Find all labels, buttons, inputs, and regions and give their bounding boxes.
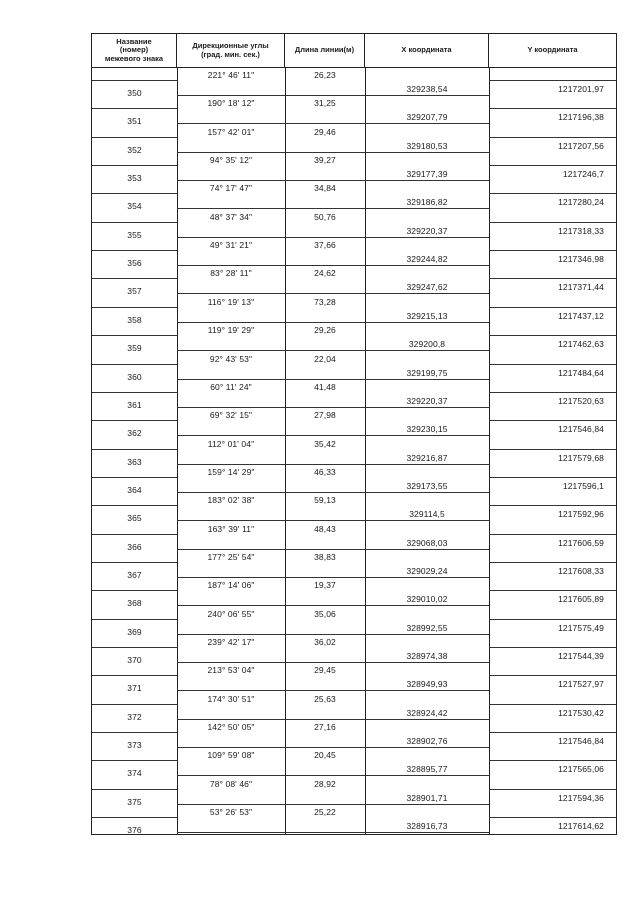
point-row bbox=[92, 368, 616, 398]
header-direction-angles-line1: Дирекционные углы bbox=[192, 40, 269, 50]
y-coordinate: 1217201,97 bbox=[558, 84, 604, 94]
y-coordinate: 1217546,84 bbox=[558, 424, 604, 435]
y-coordinate: 1217527,97 bbox=[558, 679, 604, 690]
row-rule bbox=[177, 634, 365, 635]
point-row bbox=[92, 566, 616, 596]
point-name: 369 bbox=[127, 626, 142, 637]
row-rule bbox=[365, 322, 489, 323]
direction-angle: 213° 53' 04" bbox=[207, 665, 255, 676]
x-coordinate: 328902,76 bbox=[406, 736, 448, 747]
point-row bbox=[92, 708, 616, 738]
row-rule bbox=[365, 350, 489, 351]
y-coordinate: 1217318,33 bbox=[558, 225, 604, 236]
row-rule bbox=[177, 832, 365, 833]
x-coordinate: 329238,54 bbox=[406, 84, 448, 94]
point-name: 364 bbox=[127, 484, 142, 495]
y-coordinate: 1217608,33 bbox=[558, 565, 604, 576]
direction-angle: 53° 26' 53" bbox=[209, 807, 253, 818]
row-rule bbox=[177, 322, 365, 323]
line-length: 35,42 bbox=[314, 438, 336, 449]
line-length: 37,66 bbox=[314, 240, 336, 251]
row-rule bbox=[489, 80, 616, 81]
y-coordinate: 1217346,98 bbox=[558, 254, 604, 265]
y-coordinate: 1217592,96 bbox=[558, 509, 604, 520]
x-coordinate: 328924,42 bbox=[406, 707, 448, 718]
point-name: 375 bbox=[127, 796, 142, 807]
direction-angle: 112° 01' 04" bbox=[207, 438, 255, 449]
point-name: 374 bbox=[127, 768, 142, 779]
row-rule bbox=[365, 747, 489, 748]
direction-angle: 183° 02' 38" bbox=[207, 495, 255, 506]
row-rule bbox=[177, 379, 365, 380]
direction-angle: 94° 35' 12" bbox=[209, 155, 253, 166]
row-rule bbox=[365, 407, 489, 408]
row-rule bbox=[177, 577, 365, 578]
row-rule bbox=[177, 605, 365, 606]
x-coordinate: 329220,37 bbox=[406, 225, 448, 236]
x-coordinate: 329247,62 bbox=[406, 282, 448, 293]
header-x-coordinate bbox=[365, 34, 489, 67]
point-row bbox=[92, 736, 616, 766]
point-row bbox=[92, 169, 616, 199]
row-rule bbox=[177, 407, 365, 408]
row-rule bbox=[365, 634, 489, 635]
row-rule bbox=[177, 719, 365, 720]
direction-angle: 92° 43' 53" bbox=[209, 353, 253, 364]
direction-angle: 119° 19' 29" bbox=[207, 325, 255, 336]
point-name: 368 bbox=[127, 598, 142, 609]
row-rule bbox=[177, 747, 365, 748]
x-coordinate: 329068,03 bbox=[406, 537, 448, 548]
direction-angle: 74° 17' 47" bbox=[209, 183, 253, 194]
point-row bbox=[92, 453, 616, 483]
point-name: 376 bbox=[127, 825, 142, 836]
row-rule bbox=[365, 605, 489, 606]
point-row bbox=[92, 311, 616, 341]
direction-angle: 174° 30' 51" bbox=[207, 693, 255, 704]
line-length: 29,26 bbox=[314, 325, 336, 336]
x-coordinate: 328992,55 bbox=[406, 622, 448, 633]
point-row bbox=[92, 651, 616, 681]
line-length: 31,25 bbox=[314, 98, 336, 109]
header-direction-angles bbox=[177, 34, 285, 67]
point-name: 360 bbox=[127, 371, 142, 382]
row-rule bbox=[365, 832, 489, 833]
direction-angle: 109° 59' 08" bbox=[207, 750, 255, 761]
line-length: 20,45 bbox=[314, 750, 336, 761]
row-rule bbox=[177, 464, 365, 465]
table-body bbox=[92, 68, 616, 834]
line-length: 46,33 bbox=[314, 466, 336, 477]
header-y-coordinate bbox=[489, 34, 616, 67]
row-rule bbox=[365, 719, 489, 720]
row-rule bbox=[365, 265, 489, 266]
x-coordinate: 329173,55 bbox=[406, 480, 448, 491]
direction-angle: 190° 18' 12" bbox=[207, 98, 255, 109]
line-length: 48,43 bbox=[314, 523, 336, 534]
line-length: 29,45 bbox=[314, 665, 336, 676]
direction-angle: 187° 14' 06" bbox=[207, 580, 255, 591]
row-rule bbox=[365, 492, 489, 493]
line-length: 73,28 bbox=[314, 296, 336, 307]
row-rule bbox=[177, 123, 365, 124]
point-name: 354 bbox=[127, 201, 142, 212]
point-name: 353 bbox=[127, 173, 142, 184]
point-name: 370 bbox=[127, 655, 142, 665]
line-length: 22,04 bbox=[314, 353, 336, 364]
y-coordinate: 1217579,68 bbox=[558, 452, 604, 463]
header-point-name bbox=[92, 34, 177, 67]
point-name: 359 bbox=[127, 343, 142, 354]
line-length: 36,02 bbox=[314, 637, 336, 647]
direction-angle: 159° 14' 29" bbox=[207, 466, 255, 477]
row-rule bbox=[365, 293, 489, 294]
y-coordinate: 1217520,63 bbox=[558, 395, 604, 406]
row-rule bbox=[365, 152, 489, 153]
coordinates-table bbox=[91, 33, 617, 835]
x-coordinate: 329200,8 bbox=[408, 339, 446, 350]
line-length: 27,16 bbox=[314, 722, 336, 733]
header-point-name-line2: (номер) bbox=[119, 45, 149, 55]
y-coordinate: 1217544,39 bbox=[558, 651, 604, 661]
x-coordinate: 329177,39 bbox=[406, 169, 448, 180]
x-coordinate: 329220,37 bbox=[406, 395, 448, 406]
y-coordinate: 1217484,64 bbox=[558, 367, 604, 378]
point-row bbox=[92, 424, 616, 454]
point-name: 350 bbox=[127, 88, 142, 98]
point-name: 357 bbox=[127, 286, 142, 297]
point-row bbox=[92, 764, 616, 794]
point-row bbox=[92, 509, 616, 539]
x-coordinate: 329215,13 bbox=[406, 310, 448, 321]
point-row bbox=[92, 821, 616, 851]
x-coordinate: 328901,71 bbox=[406, 792, 448, 803]
line-length: 35,06 bbox=[314, 608, 336, 619]
x-coordinate: 329186,82 bbox=[406, 197, 448, 208]
row-rule bbox=[177, 662, 365, 663]
y-coordinate: 1217614,62 bbox=[558, 821, 604, 832]
row-rule bbox=[177, 265, 365, 266]
point-row bbox=[92, 84, 616, 114]
x-coordinate: 329244,82 bbox=[406, 254, 448, 265]
direction-angle: 78° 08' 46" bbox=[209, 778, 253, 789]
x-coordinate: 329029,24 bbox=[406, 565, 448, 576]
point-name: 367 bbox=[127, 569, 142, 580]
x-coordinate: 329207,79 bbox=[406, 112, 448, 123]
point-row bbox=[92, 396, 616, 426]
point-name: 358 bbox=[127, 314, 142, 325]
direction-angle: 239° 42' 17" bbox=[207, 637, 255, 647]
line-length: 28,92 bbox=[314, 778, 336, 789]
direction-angle: 69° 32' 15" bbox=[209, 410, 253, 421]
y-coordinate: 1217196,38 bbox=[558, 112, 604, 123]
line-length: 24,62 bbox=[314, 268, 336, 279]
header-x-coordinate-label: X координата bbox=[401, 45, 452, 55]
direction-angle: 48° 37' 34" bbox=[209, 211, 253, 222]
row-rule bbox=[365, 435, 489, 436]
row-rule bbox=[365, 690, 489, 691]
x-coordinate: 329180,53 bbox=[406, 140, 448, 151]
point-name: 361 bbox=[127, 399, 142, 410]
point-row bbox=[92, 538, 616, 568]
point-row bbox=[92, 594, 616, 624]
row-rule bbox=[177, 208, 365, 209]
point-row bbox=[92, 254, 616, 284]
point-name: 352 bbox=[127, 144, 142, 155]
y-coordinate: 1217596,1 bbox=[562, 480, 604, 491]
y-coordinate: 1217207,56 bbox=[558, 140, 604, 151]
line-length: 19,37 bbox=[314, 580, 336, 591]
x-coordinate: 328974,38 bbox=[406, 651, 448, 661]
header-point-name-line3: межевого знака bbox=[104, 53, 164, 63]
point-row bbox=[92, 793, 616, 823]
row-rule bbox=[365, 520, 489, 521]
point-row bbox=[92, 481, 616, 511]
line-length: 25,63 bbox=[314, 693, 336, 704]
y-coordinate: 1217246,7 bbox=[562, 169, 604, 180]
point-row bbox=[92, 112, 616, 142]
row-rule bbox=[365, 180, 489, 181]
row-rule bbox=[177, 549, 365, 550]
row-rule bbox=[365, 464, 489, 465]
x-coordinate: 328916,73 bbox=[406, 821, 448, 832]
point-name: 355 bbox=[127, 229, 142, 240]
y-coordinate: 1217437,12 bbox=[558, 310, 604, 321]
row-rule bbox=[177, 237, 365, 238]
row-rule bbox=[92, 80, 177, 81]
row-rule bbox=[365, 804, 489, 805]
header-y-coordinate-label: Y координата bbox=[527, 45, 578, 55]
y-coordinate: 1217530,42 bbox=[558, 707, 604, 718]
direction-angle: 83° 28' 11" bbox=[210, 268, 252, 279]
point-row bbox=[92, 679, 616, 709]
line-length: 25,22 bbox=[314, 807, 336, 818]
row-rule bbox=[177, 690, 365, 691]
line-length: 39,27 bbox=[314, 155, 336, 166]
line-length: 38,83 bbox=[314, 551, 336, 562]
row-rule bbox=[365, 95, 489, 96]
direction-angle: 163° 39' 11" bbox=[207, 523, 255, 534]
direction-angle: 60° 11' 24" bbox=[210, 381, 252, 392]
direction-angle: 240° 06' 55" bbox=[207, 608, 255, 619]
y-coordinate: 1217462,63 bbox=[558, 339, 604, 350]
x-coordinate: 329010,02 bbox=[406, 594, 448, 605]
row-rule bbox=[365, 123, 489, 124]
line-length: 34,84 bbox=[314, 183, 336, 194]
header-point-name-line1: Название bbox=[116, 36, 152, 46]
row-rule bbox=[365, 549, 489, 550]
y-coordinate: 1217280,24 bbox=[558, 197, 604, 208]
y-coordinate: 1217546,84 bbox=[558, 736, 604, 747]
row-rule bbox=[365, 577, 489, 578]
direction-angle: 221° 46' 11" bbox=[207, 70, 255, 80]
row-rule bbox=[177, 180, 365, 181]
table-header bbox=[92, 34, 616, 68]
row-rule bbox=[177, 435, 365, 436]
x-coordinate: 329230,15 bbox=[406, 424, 448, 435]
direction-angle: 116° 19' 13" bbox=[207, 296, 255, 307]
row-rule bbox=[177, 350, 365, 351]
row-rule bbox=[365, 775, 489, 776]
y-coordinate: 1217565,06 bbox=[558, 764, 604, 775]
x-coordinate: 328895,77 bbox=[406, 764, 448, 775]
row-rule bbox=[177, 95, 365, 96]
y-coordinate: 1217605,89 bbox=[558, 594, 604, 605]
x-coordinate: 329216,87 bbox=[406, 452, 448, 463]
direction-angle: 49° 31' 21" bbox=[209, 240, 253, 251]
row-rule bbox=[177, 492, 365, 493]
point-name: 362 bbox=[127, 428, 142, 439]
y-coordinate: 1217606,59 bbox=[558, 537, 604, 548]
y-coordinate: 1217594,36 bbox=[558, 792, 604, 803]
line-length: 50,76 bbox=[314, 211, 336, 222]
point-name: 372 bbox=[127, 711, 142, 722]
header-line-length-label: Длина линии(м) bbox=[294, 45, 355, 55]
line-length: 41,48 bbox=[314, 381, 336, 392]
point-name: 351 bbox=[127, 116, 142, 127]
point-row bbox=[92, 623, 616, 653]
point-name: 365 bbox=[127, 513, 142, 524]
direction-angle: 157° 42' 01" bbox=[207, 126, 255, 137]
row-rule bbox=[177, 152, 365, 153]
row-rule bbox=[177, 293, 365, 294]
direction-angle: 177° 25' 54" bbox=[207, 551, 255, 562]
point-row bbox=[92, 282, 616, 312]
point-name: 356 bbox=[127, 258, 142, 269]
line-length: 27,98 bbox=[314, 410, 336, 421]
point-row bbox=[92, 197, 616, 227]
point-name: 373 bbox=[127, 740, 142, 751]
row-rule bbox=[177, 520, 365, 521]
x-coordinate: 329114,5 bbox=[409, 509, 445, 520]
line-length: 26,23 bbox=[314, 70, 336, 80]
y-coordinate: 1217575,49 bbox=[558, 622, 604, 633]
x-coordinate: 329199,75 bbox=[406, 367, 448, 378]
row-rule bbox=[365, 208, 489, 209]
header-direction-angles-line2: (град. мин. сек.) bbox=[201, 49, 260, 59]
row-rule bbox=[365, 379, 489, 380]
x-coordinate: 328949,93 bbox=[406, 679, 448, 690]
point-row bbox=[92, 339, 616, 369]
point-name: 371 bbox=[127, 683, 142, 694]
point-name: 366 bbox=[127, 541, 142, 552]
header-line-length bbox=[285, 34, 365, 67]
row-rule bbox=[177, 775, 365, 776]
row-rule bbox=[365, 662, 489, 663]
line-length: 29,46 bbox=[314, 126, 336, 137]
point-name: 363 bbox=[127, 456, 142, 467]
point-row bbox=[92, 141, 616, 171]
point-row bbox=[92, 226, 616, 256]
line-length: 59,13 bbox=[314, 495, 336, 506]
row-rule bbox=[177, 804, 365, 805]
direction-angle: 142° 50' 05" bbox=[207, 722, 255, 733]
row-rule bbox=[365, 237, 489, 238]
y-coordinate: 1217371,44 bbox=[558, 282, 604, 293]
